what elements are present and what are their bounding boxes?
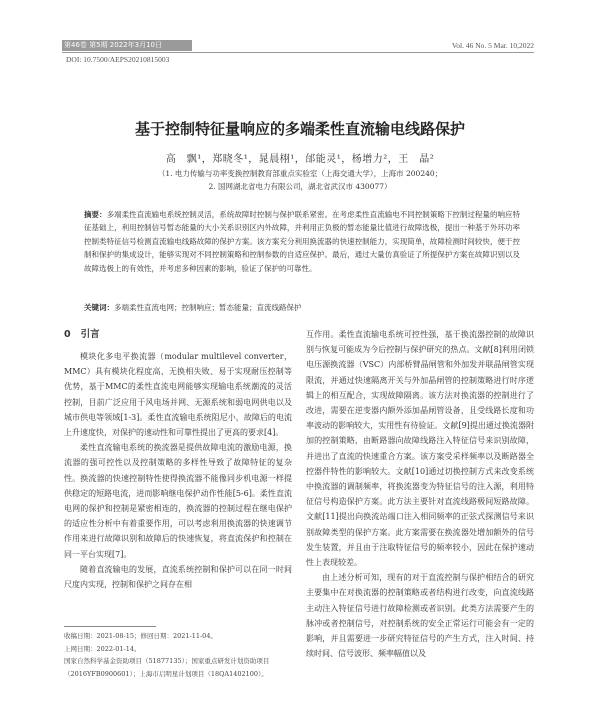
paragraph: 互作用。柔性直流输电系统可控性强，基于换流器控制的故障识别与恢复可能成为今后控制与保护研究的热点。文献[8]利用闭锁电压源换流器（VSC）内部桥臂晶闸管和外加发并联晶闸管实现限流，并通过快速隔离开关与外加晶闸管的控制策略进行时序逻辑上的相互配合，实现故障隔离。该方法对换流器的控制进行了改进，需要在逆变器内额外添加晶闸管设备，且受线路长度和功率波动的影响较大，实用性有待验证。文献[9]提出通过换流器附加的控制策略，由断路器向故障线路注入特征信号来识别故障，并进出了直流的快速重合方案。该方案受采样频率以及断路器全控器件特性的影响较大。文献[10]通过切换控制方式来改变系统中换流器的调制频率，将换流器变为特征信号的注入源，利用特征信号构造保护方案。此方法主要针对直流线路极间短路故障。文献[11]提出向换流站端口注入相同频率的正弦式探测信号来识别故障类型的保护方案。此方案需要在换流器处增加额外的信号发生装置，并且由于注取特征信号的频率较小，因此在保护速动性上表现较差。	[306, 330, 534, 568]
paragraph: 随着直流输电的发展，直流系统控制和保护可以在同一时间尺度内实现，控制和保护之间存在相	[64, 564, 292, 590]
paragraph: 柔性直流输电系统的换流器是提供故障电流的激励电源，换流器的强可控性以及控制策略的多样性导致了故障特征的复杂性。换流器的快速控制特性使得换流器不能像同步机电源一样提供稳定的短路电流，进而影响继电保护动作性能[5-6]。柔性直流电网的保护和控制是紧密相连的，换流器的控制过程在继电保护的适应性分析中有着重要作用，可以考虑利用换流器的快速调节作用来进行故障识别和故障后的快速恢复，将直流保护和控制在同一平台实现[7]。	[64, 443, 292, 559]
affiliation-1: （1. 电力传输与功率变换控制教育部重点实验室（上海交通大学），上海市 200240；	[157, 169, 443, 178]
section-heading	[64, 327, 292, 342]
section-number: 0	[64, 329, 71, 340]
keywords-text: 多端柔性直流电网；控制响应；暂态能量；直流线路保护	[114, 303, 302, 312]
footnote-rule	[64, 626, 156, 627]
left-column	[64, 327, 292, 592]
journal-issue-info-en: Vol. 46 No. 5 Mar. 10,2022	[451, 41, 534, 50]
right-column	[306, 327, 534, 661]
paper-title: 基于控制特征量响应的多端柔性直流输电线路保护	[134, 120, 465, 138]
abstract-label: 摘要：	[84, 210, 107, 219]
affiliation-2: 2. 国网湖北省电力有限公司，湖北省武汉市 430077）	[208, 182, 392, 191]
footnote-funding: 国家自然科学基金资助项目（51877135）；国家重点研发计划资助项目（2016YFB0900601）；上海市启明星计划项目（18QA1402100）。	[64, 657, 270, 678]
keywords-label: 关键词：	[84, 303, 114, 312]
header-rule	[62, 52, 534, 53]
journal-issue-info: 第46卷 第5期 2022年3月10日	[64, 41, 162, 49]
abstract	[84, 208, 520, 275]
keywords	[84, 301, 520, 314]
footnote-received: 收稿日期：2021-08-15；修回日期：2021-11-04。	[64, 632, 217, 640]
abstract-text: 多端柔性直流输电系统控制灵活，系统故障时控制与保护联系紧密。在考虑柔性直流输电不同控制策略下控制过程量的响应特征基础上，利用控制信号暂态能量的大小关系识别区内外故障，并利用正负极的暂态能量比值进行故障选极，提出一种基于外环功率控制类特征信号检测直流输电线路故障的保护方案。该方案充分利用换流器的快速控制能力，实现简单，故障检测时间较快，便于控制和保护的集成设计，能够实现对不同控制策略和控制参数的自适应保护。最后，通过大量仿真验证了所提保护方案在故障识别以及故障选极上的有效性，并考虑多种因素的影响，验证了保护的可靠性。	[84, 210, 521, 273]
paragraph: 模块化多电平换流器（modular multilevel converter，MMC）具有模块化程度高、无换相失败、易于实现耐压控制等优势，基于MMC的柔性直流电网能够实现输电系统潮流的灵活控制，目前广泛应用于风电场并网、无源系统和弱电网供电以及城市供电等领域[1-3]。柔性直流输电系统阻尼小，故障后的电流上升速度快，对保护的速动性和可靠性提出了更高的要求[4]。	[64, 352, 292, 438]
author-list: 高 飘¹，郑晓冬¹，晁晨栩¹，邰能灵¹，杨增力²，王 晶²	[165, 154, 435, 165]
footnotes	[64, 630, 292, 680]
paragraph: 由上述分析可知，现有的对于直流控制与保护相结合的研究主要集中在对换流器的控制策略或者结构进行改变，向直流线路主动注入特征信号进行故障检测或者识别。此类方法需要产生的脉冲或者控制信号，对控制系统的安全正常运行可能会有一定的影响，并且需要进一步研究特征信号的产生方式，注入时间、持续时间、信号波形、频率幅值以及	[306, 573, 534, 659]
section-title: 引言	[80, 329, 100, 340]
doi: DOI: 10.7500/AEPS20210815003	[66, 55, 170, 64]
footnote-online: 上网日期：2022-01-14。	[64, 644, 141, 653]
